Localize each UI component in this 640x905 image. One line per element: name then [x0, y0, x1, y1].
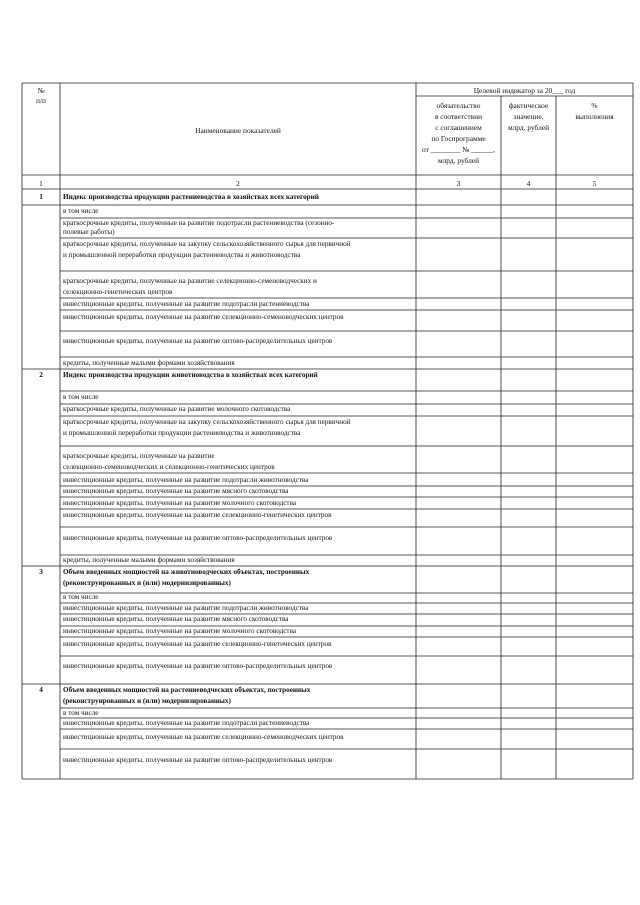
row-label: инвестиционные кредиты, полученные на развитие оптово-распределительных центров — [63, 662, 333, 670]
section-number: 4 — [39, 686, 43, 694]
section-title: Индекс производства продукции растениеводства в хозяйствах всех категорий — [63, 193, 319, 201]
row-label: краткосрочные кредиты, полученные на развитие подотрасли растениеводства (сезонно- — [63, 219, 335, 227]
section-title: Индекс производства продукции животноводства в хозяйствах всех категорий — [63, 371, 318, 379]
row-label: краткосрочные кредиты, полученные на закупку сельскохозяйственного сырья для первичной — [63, 240, 351, 248]
row-label-cont: и промышленной переработки продукции растениеводства и животноводства — [63, 251, 301, 259]
section-title: Объем введенных мощностей на животноводческих объектах, построенных — [63, 568, 310, 576]
row-label: инвестиционные кредиты, полученные на развитие селекционно-семеноводческих центров — [63, 733, 344, 741]
row-label: инвестиционные кредиты, полученные на развитие мясного скотоводства — [63, 487, 289, 495]
header-no-sub: п/п — [36, 96, 46, 105]
header-col3-line4: по Госпрограмме — [431, 134, 486, 143]
header-col3-line5: от ________ № ______, — [421, 145, 495, 154]
header-col4-line2: значение, — [513, 112, 544, 121]
header-name-column: Наименование показателей — [195, 126, 281, 135]
row-label-cont: селекционно-семеноводческих и селекционно-генетических центров — [63, 463, 275, 471]
row-label: краткосрочные кредиты, полученные на развитие молочного скотоводства — [63, 405, 291, 413]
row-label: краткосрочные кредиты, полученные на развитие селекционно-семеноводческих и — [63, 277, 317, 285]
row-label: инвестиционные кредиты, полученные на развитие оптово-распределительных центров — [63, 534, 333, 542]
col-number-1: 1 — [39, 179, 43, 188]
row-label: инвестиционные кредиты, полученные на развитие подотрасли растениеводства — [63, 719, 310, 727]
header-col3-line6: млрд. рублей — [437, 156, 480, 165]
row-label: в том числе — [63, 593, 99, 601]
row-label: в том числе — [63, 207, 99, 215]
header-col3-line3: с соглашением — [435, 123, 482, 132]
header-no: № — [37, 86, 45, 95]
col-number-2: 2 — [236, 179, 240, 188]
row-label: краткосрочные кредиты, полученные на развитие — [63, 452, 215, 460]
col-number-3: 3 — [456, 179, 461, 188]
header-col3-line1: обязательство — [436, 101, 481, 110]
section-title: Объем введенных мощностей на растениеводческих объектах, построенных — [63, 686, 311, 694]
header-col4-line1: фактическое — [508, 101, 549, 110]
section-title-cont: (реконструированных и (или) модернизированных) — [63, 579, 231, 587]
col-number-5: 5 — [592, 179, 597, 188]
section-number: 2 — [39, 371, 43, 379]
header-col5-line2: выполнения — [575, 112, 614, 121]
section-title-cont: (реконструированных и (или) модернизированных) — [63, 697, 231, 705]
col-number-4: 4 — [526, 179, 531, 188]
row-label: в том числе — [63, 709, 99, 717]
header-col5-line1: % — [591, 101, 598, 110]
section-number: 3 — [39, 568, 43, 576]
row-label-cont: полевые работы) — [63, 228, 115, 236]
header-col4-line3: млрд. рублей — [507, 123, 550, 132]
row-label-cont: и промышленной переработки продукции растениеводства и животноводства — [63, 429, 301, 437]
row-label: инвестиционные кредиты, полученные на развитие молочного скотоводства — [63, 627, 297, 635]
header-target-indicator: Целевой индикатор за 20___ год — [473, 86, 576, 95]
row-label: в том числе — [63, 393, 99, 401]
row-label: инвестиционные кредиты, полученные на развитие селекционно-семеноводческих центров — [63, 313, 344, 321]
row-label-cont: селекционно-генетических центров — [63, 288, 173, 296]
row-label: инвестиционные кредиты, полученные на развитие селекционно-генетических центров — [63, 640, 332, 648]
row-label: инвестиционные кредиты, полученные на развитие подотрасли животноводства — [63, 476, 309, 484]
row-label: краткосрочные кредиты, полученные на закупку сельскохозяйственного сырья для первичной — [63, 418, 351, 426]
row-label: кредиты, полученные малыми формами хозяйствования — [63, 359, 235, 367]
row-label: инвестиционные кредиты, полученные на развитие подотрасли растениеводства — [63, 300, 310, 308]
header-col3-line2: в соответствии — [434, 112, 483, 121]
row-label: кредиты, полученные малыми формами хозяйствования — [63, 556, 235, 564]
section-number: 1 — [39, 193, 43, 201]
row-label: инвестиционные кредиты, полученные на развитие оптово-распределительных центров — [63, 337, 333, 345]
row-label: инвестиционные кредиты, полученные на развитие селекционно-генетических центров — [63, 511, 332, 519]
row-label: инвестиционные кредиты, полученные на развитие оптово-распределительных центров — [63, 756, 333, 764]
row-label: инвестиционные кредиты, полученные на развитие молочного скотоводства — [63, 499, 297, 507]
row-label: инвестиционные кредиты, полученные на развитие подотрасли животноводства — [63, 604, 309, 612]
row-label: инвестиционные кредиты, полученные на развитие мясного скотоводства — [63, 615, 289, 623]
